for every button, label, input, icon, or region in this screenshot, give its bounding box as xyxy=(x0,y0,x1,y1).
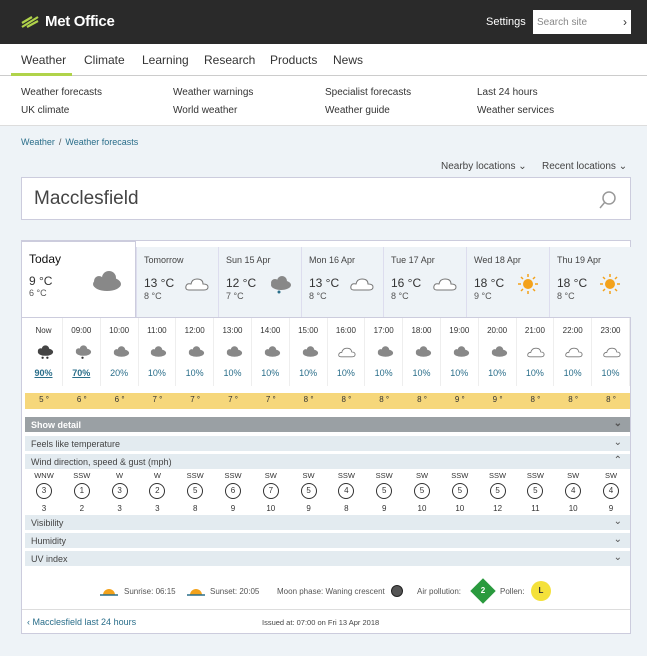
search-icon[interactable] xyxy=(598,190,618,210)
cloud-icon xyxy=(413,344,433,360)
link-weather-guide[interactable]: Weather guide xyxy=(325,105,390,116)
hour-temperature: 7 ° xyxy=(228,395,238,404)
hour-time: 15:00 xyxy=(298,326,319,335)
cloud-icon xyxy=(148,344,168,360)
wind-direction: SW xyxy=(302,471,315,480)
wind-speed-badge: 5 xyxy=(452,483,468,499)
cloud-outline-icon xyxy=(184,273,210,295)
precip-probability: 10% xyxy=(488,368,507,378)
wind-speed-badge: 5 xyxy=(527,483,543,499)
hour-temperature: 8 ° xyxy=(530,395,541,404)
last-24-text: last 24 hours xyxy=(84,617,137,627)
sub-links xyxy=(0,76,647,126)
cloud-icon xyxy=(451,344,471,360)
hour-column xyxy=(592,318,630,386)
search-placeholder: Search site xyxy=(537,16,588,28)
nav-weather[interactable]: Weather xyxy=(21,53,67,67)
wind-direction: SSW xyxy=(451,471,469,480)
hour-temperature: 8 ° xyxy=(341,395,352,404)
last-24-hours-link[interactable]: ‹ Macclesfield last 24 hours xyxy=(27,617,137,627)
day-high: 12 °C xyxy=(226,276,257,290)
wind-direction: SSW xyxy=(337,471,355,480)
wind-gust: 8 xyxy=(192,504,198,513)
recent-locations-dropdown[interactable] xyxy=(542,161,627,172)
hour-column xyxy=(327,318,365,386)
day-tab-wed-18-apr[interactable] xyxy=(466,247,549,317)
hour-temperature: 8 ° xyxy=(417,395,427,404)
humidity-section[interactable] xyxy=(25,533,630,548)
wind-direction: W xyxy=(116,471,124,480)
chevron-down-icon: ⌄ xyxy=(613,516,622,527)
chevron-down-icon: ⌄ xyxy=(613,534,622,545)
nav-learning[interactable]: Learning xyxy=(142,53,189,67)
temperature-band xyxy=(25,393,630,409)
wind-speed-badge: 5 xyxy=(414,483,430,499)
nav-climate[interactable]: Climate xyxy=(84,53,125,67)
logo-icon xyxy=(21,15,39,29)
wind-gust: 9 xyxy=(381,504,387,513)
wind-gust: 3 xyxy=(155,504,160,513)
dark-rain-cloud-icon xyxy=(35,344,55,360)
location-search-input[interactable] xyxy=(21,177,631,220)
day-high: 18 °C xyxy=(557,276,588,290)
hour-time: 20:00 xyxy=(487,326,508,335)
hour-temperature: 7 ° xyxy=(265,395,276,404)
cloud-outline-icon xyxy=(526,344,546,360)
logo-text: Met Office xyxy=(45,13,115,30)
wind-gust: 9 xyxy=(608,504,614,513)
wind-direction: SW xyxy=(567,471,580,480)
wind-speed-badge: 1 xyxy=(74,483,90,499)
light-rain-cloud-icon xyxy=(73,344,93,360)
cloud-icon xyxy=(262,344,282,360)
chevron-up-icon: ⌃ xyxy=(613,455,622,466)
hour-column xyxy=(25,318,63,386)
hour-time: 18:00 xyxy=(411,326,432,335)
day-high: 16 °C xyxy=(391,276,422,290)
day-tab-mon-16-apr[interactable] xyxy=(301,247,383,317)
wind-direction: SSW xyxy=(186,471,204,480)
wind-speed-badge: 6 xyxy=(225,483,241,499)
wind-direction: SW xyxy=(415,471,429,480)
wind-gust: 10 xyxy=(266,504,276,513)
wind-gust: 9 xyxy=(306,504,311,513)
hour-column xyxy=(403,318,441,386)
wind-direction: SW xyxy=(604,471,618,480)
wind-speed-badge: 4 xyxy=(565,483,581,499)
hour-column xyxy=(441,318,479,386)
day-high: 13 °C xyxy=(144,276,175,290)
day-name: Mon 16 Apr xyxy=(309,255,356,265)
day-low: 8 °C xyxy=(309,291,327,301)
precip-probability: 10% xyxy=(261,368,280,378)
wind-gust: 3 xyxy=(117,504,122,513)
wind-gust: 11 xyxy=(531,504,540,513)
link-weather-forecasts[interactable]: Weather forecasts xyxy=(21,87,102,98)
wind-speed-badge: 7 xyxy=(263,483,279,499)
hour-temperature: 9 ° xyxy=(492,395,503,404)
forecast-panel xyxy=(21,240,631,634)
pollen-badge[interactable]: L xyxy=(531,581,551,601)
hour-temperature: 6 ° xyxy=(76,395,87,404)
hour-temperature: 5 ° xyxy=(39,395,49,404)
hour-time: 13:00 xyxy=(222,326,243,335)
hour-column xyxy=(176,318,214,386)
wind-gust: 10 xyxy=(455,504,465,513)
visibility-section[interactable] xyxy=(25,515,630,530)
precip-probability: 10% xyxy=(601,368,620,378)
day-name: Tomorrow xyxy=(144,255,184,265)
hour-time: 10:00 xyxy=(109,326,130,335)
hour-temperature: 8 ° xyxy=(303,395,314,404)
wind-gust: 10 xyxy=(568,504,578,513)
hour-time: 09:00 xyxy=(71,326,92,335)
cloud-icon xyxy=(186,344,206,360)
feels-like-label: Feels like temperature xyxy=(31,438,121,449)
day-tab-today[interactable] xyxy=(21,241,136,317)
wind-speed-badge: 5 xyxy=(187,483,203,499)
hour-column xyxy=(214,318,252,386)
nearby-locations-label: Nearby locations xyxy=(441,161,516,172)
hour-temperature: 8 ° xyxy=(568,395,579,404)
sunset-icon xyxy=(187,583,205,597)
cloud-icon xyxy=(87,268,123,294)
wind-direction: SSW xyxy=(73,471,91,480)
met-office-logo[interactable] xyxy=(21,13,115,30)
show-detail-label: Show detail xyxy=(31,419,82,430)
wind-speed-badge: 5 xyxy=(301,483,317,499)
hour-column xyxy=(252,318,290,386)
wind-speed-badge: 4 xyxy=(603,483,619,499)
recent-locations-label: Recent locations xyxy=(542,161,616,172)
day-name: Sun 15 Apr xyxy=(226,255,271,265)
feels-like-section[interactable] xyxy=(25,436,630,451)
issued-at: Issued at: 07:00 on Fri 13 Apr 2018 xyxy=(262,618,380,627)
breadcrumb-weather-forecasts[interactable]: Weather forecasts xyxy=(65,137,139,147)
day-low: 8 °C xyxy=(144,291,162,301)
nav-news[interactable]: News xyxy=(333,53,364,67)
precip-probability: 10% xyxy=(147,368,166,378)
wind-gust: 2 xyxy=(79,504,85,513)
precip-probability: 70% xyxy=(72,368,91,378)
hour-temperature: 7 ° xyxy=(152,395,163,404)
hour-column xyxy=(516,318,554,386)
sunrise-icon xyxy=(100,583,118,597)
day-name: Wed 18 Apr xyxy=(474,255,521,265)
hour-temperature: 8 ° xyxy=(606,395,616,404)
hour-time: 19:00 xyxy=(449,326,470,335)
sun-icon xyxy=(515,273,541,295)
chevron-down-icon: ⌄ xyxy=(613,552,622,563)
wind-speed-badge: 3 xyxy=(112,483,128,499)
day-low: 8 °C xyxy=(391,291,409,301)
hour-column xyxy=(554,318,592,386)
wind-direction: SSW xyxy=(375,471,393,480)
settings-link[interactable]: Settings xyxy=(486,16,526,28)
cloud-outline-icon xyxy=(564,344,584,360)
breadcrumb-weather[interactable]: Weather xyxy=(21,137,55,147)
hour-time: 14:00 xyxy=(260,326,281,335)
hour-temperature: 6 ° xyxy=(114,395,125,404)
day-high: 13 °C xyxy=(309,276,340,290)
day-low: 9 °C xyxy=(474,291,492,301)
wind-label: Wind direction, speed & gust (mph) xyxy=(31,456,172,467)
hour-time: 22:00 xyxy=(562,326,583,335)
hour-temperature: 7 ° xyxy=(190,395,201,404)
link-weather-warnings[interactable]: Weather warnings xyxy=(173,87,254,98)
chevron-down-icon: ⌄ xyxy=(618,161,628,172)
wind-gust: 12 xyxy=(493,504,503,513)
sunset-text: Sunset: 20:05 xyxy=(210,587,260,596)
breadcrumb xyxy=(21,137,138,147)
air-pollution-value: 2 xyxy=(480,586,486,595)
moon-icon xyxy=(391,585,403,597)
nav-research[interactable]: Research xyxy=(204,53,256,67)
hour-column xyxy=(63,318,101,386)
wind-speed-badge: 3 xyxy=(36,483,52,499)
cloud-outline-icon xyxy=(602,344,622,360)
precip-probability: 90% xyxy=(34,368,53,378)
day-low: 7 °C xyxy=(226,291,244,301)
wind-speed-badge: 4 xyxy=(338,483,354,499)
wind-gust: 8 xyxy=(344,504,349,513)
cloud-icon xyxy=(300,344,320,360)
hour-time: 16:00 xyxy=(335,326,356,335)
cloud-icon xyxy=(489,344,509,360)
precip-probability: 10% xyxy=(336,368,355,378)
precip-probability: 10% xyxy=(223,368,242,378)
wind-gust: 3 xyxy=(41,504,47,513)
uv-section[interactable] xyxy=(25,551,630,566)
precip-probability: 10% xyxy=(525,368,544,378)
precip-probability: 10% xyxy=(412,368,431,378)
chevron-down-icon: ⌄ xyxy=(613,418,622,429)
precip-probability: 10% xyxy=(450,368,469,378)
day-tab-thu-19-apr[interactable] xyxy=(549,247,631,317)
wind-speed-badge: 5 xyxy=(376,483,392,499)
cloud-outline-icon xyxy=(432,273,458,295)
day-name: Today xyxy=(29,252,62,266)
hour-column xyxy=(290,318,328,386)
wind-speed-badge: 2 xyxy=(149,483,165,499)
hour-time: 12:00 xyxy=(184,326,205,335)
chevron-down-icon: ⌄ xyxy=(518,161,527,172)
wind-direction: WNW xyxy=(34,471,54,480)
day-name: Tue 17 Apr xyxy=(391,255,435,265)
site-header xyxy=(0,0,647,44)
day-tab-tomorrow[interactable] xyxy=(136,247,218,317)
search-input[interactable] xyxy=(533,10,631,34)
link-last-24-hours[interactable]: Last 24 hours xyxy=(477,87,538,98)
wind-section[interactable] xyxy=(25,454,630,469)
hourly-forecast xyxy=(22,317,630,387)
cloud-outline-icon xyxy=(337,344,357,360)
link-specialist-forecasts[interactable]: Specialist forecasts xyxy=(325,87,412,98)
cloud-outline-icon xyxy=(349,273,375,295)
cloud-rain-icon xyxy=(267,273,293,295)
breadcrumb-separator: / xyxy=(58,137,62,147)
link-uk-climate[interactable]: UK climate xyxy=(21,105,70,116)
day-tab-tue-17-apr[interactable] xyxy=(383,247,466,317)
chevron-down-icon: ⌄ xyxy=(613,437,622,448)
precip-probability: 10% xyxy=(185,368,204,378)
precip-probability: 10% xyxy=(563,368,582,378)
moon-phase-text: Moon phase: Waning crescent xyxy=(277,587,385,596)
day-low: 8 °C xyxy=(557,291,575,301)
hour-temperature: 9 ° xyxy=(454,395,465,404)
cloud-icon xyxy=(111,344,131,360)
hour-temperature: 8 ° xyxy=(379,395,390,404)
precip-probability: 10% xyxy=(299,368,318,378)
location-name: Macclesfield xyxy=(34,188,139,209)
day-name: Thu 19 Apr xyxy=(557,255,602,265)
search-arrow-icon[interactable]: › xyxy=(623,15,627,29)
wind-direction: W xyxy=(153,471,161,480)
cloud-icon xyxy=(375,344,395,360)
hour-column xyxy=(365,318,403,386)
hour-time: 11:00 xyxy=(147,326,167,335)
hour-column xyxy=(479,318,517,386)
uv-label: UV index xyxy=(31,553,68,564)
hour-time: Now xyxy=(35,326,52,335)
hour-time: 21:00 xyxy=(524,326,545,335)
day-low: 6 °C xyxy=(29,288,47,298)
nav-products[interactable]: Products xyxy=(270,53,318,67)
sun-icon xyxy=(597,273,623,295)
show-detail-toggle[interactable] xyxy=(25,417,630,432)
nearby-locations-dropdown[interactable] xyxy=(441,161,527,172)
wind-direction: SSW xyxy=(489,471,507,480)
link-weather-services[interactable]: Weather services xyxy=(477,105,555,116)
day-tab-sun-15-apr[interactable] xyxy=(218,247,301,317)
pollen-label: Pollen: xyxy=(500,587,525,596)
wind-direction: SSW xyxy=(526,471,544,480)
wind-speed-badge: 5 xyxy=(490,483,506,499)
day-high: 18 °C xyxy=(474,276,505,290)
last-24-location: Macclesfield xyxy=(32,617,83,627)
cloud-icon xyxy=(224,344,244,360)
sunrise-text: Sunrise: 06:15 xyxy=(124,587,176,596)
main-nav xyxy=(0,44,647,76)
day-high: 9 °C xyxy=(29,274,53,288)
wind-gust: 9 xyxy=(230,504,236,513)
hour-time: 23:00 xyxy=(600,326,621,335)
wind-gust: 10 xyxy=(417,504,427,513)
precip-probability: 10% xyxy=(374,368,393,378)
wind-row xyxy=(25,471,630,516)
hour-time: 17:00 xyxy=(373,326,394,335)
link-world-weather[interactable]: World weather xyxy=(173,105,238,116)
wind-direction: SSW xyxy=(224,471,242,480)
precip-probability: 20% xyxy=(110,368,129,378)
info-row xyxy=(22,577,630,607)
wind-direction: SW xyxy=(264,471,277,480)
air-pollution-label: Air pollution: xyxy=(417,587,462,596)
bottom-row xyxy=(22,609,630,633)
hour-column xyxy=(138,318,176,386)
hour-column xyxy=(101,318,139,386)
visibility-label: Visibility xyxy=(31,517,64,528)
humidity-label: Humidity xyxy=(31,535,67,546)
